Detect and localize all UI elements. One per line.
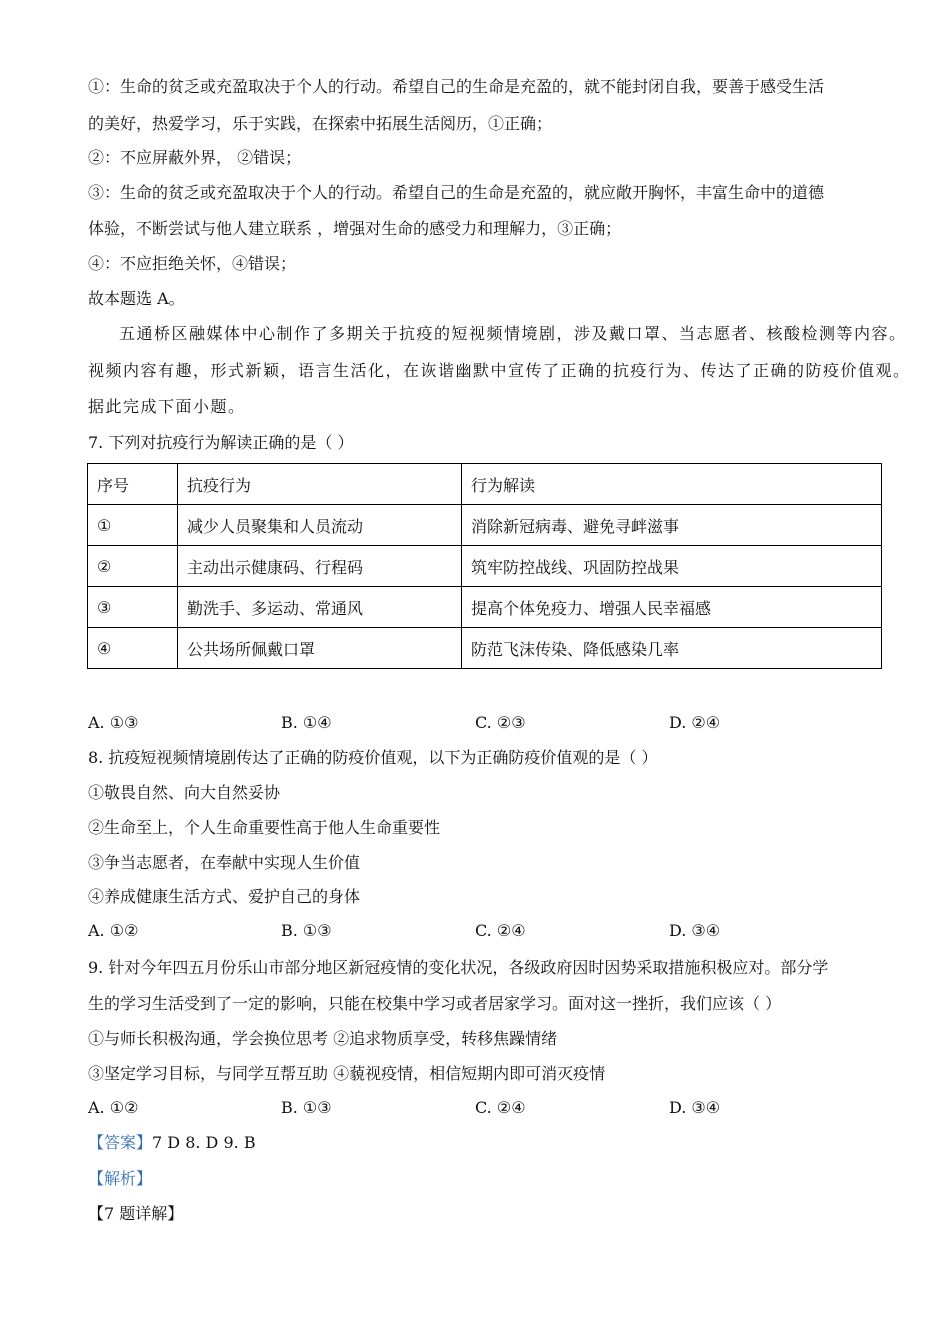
explanation-line: 体验，不断尝试与他人建立联系 ，增强对生命的感受力和理解力，③正确；	[88, 219, 622, 238]
option-c: C. ②④	[475, 921, 526, 940]
table-cell: 筑牢防控战线、巩固防控战果	[462, 546, 882, 587]
explanation-line: ③：生命的贫乏或充盈取决于个人的行动。希望自己的生命是充盈的，就应敞开胸怀，丰富生命中的道德	[88, 183, 825, 202]
table-cell: 消除新冠病毒、避免寻衅滋事	[462, 505, 882, 546]
q8-stem: 8. 抗疫短视频情境剧传达了正确的防疫价值观，以下为正确防疫价值观的是（ ）	[88, 748, 658, 767]
option-a: A. ①②	[88, 1098, 139, 1117]
table-row	[88, 587, 882, 628]
table-cell: 减少人员聚集和人员流动	[178, 505, 462, 546]
table-cell: 公共场所佩戴口罩	[178, 628, 462, 669]
table-row	[88, 628, 882, 669]
explanation-conclusion: 故本题选 A。	[88, 289, 185, 308]
explanation-line: 的美好，热爱学习，乐于实践，在探索中拓展生活阅历，①正确；	[88, 114, 553, 133]
answer-tag: 【答案】	[88, 1133, 153, 1152]
q9-stem-line: 9. 针对今年四五月份乐山市部分地区新冠疫情的变化状况，各级政府因时因势采取措施积极应对。部分学	[88, 958, 829, 977]
option-c: C. ②④	[475, 1098, 526, 1117]
table-cell: 防范飞沫传染、降低感染几率	[462, 628, 882, 669]
option-b: B. ①③	[281, 1098, 332, 1117]
option-a: A. ①③	[88, 713, 139, 732]
table-cell: ②	[88, 546, 178, 587]
explanation-line: ①：生命的贫乏或充盈取决于个人的行动。希望自己的生命是充盈的，就不能封闭自我，要善于感受生活	[88, 77, 825, 96]
table-header-cell: 行为解读	[462, 464, 882, 505]
q7-table	[87, 463, 882, 669]
table-header-row	[88, 464, 882, 505]
q9-item-line: ③坚定学习目标，与同学互帮互助 ④藐视疫情，相信短期内即可消灭疫情	[88, 1064, 606, 1083]
q8-item: ④养成健康生活方式、爱护自己的身体	[88, 887, 361, 906]
table-row	[88, 546, 882, 587]
option-b: B. ①③	[281, 921, 332, 940]
table-cell: 主动出示健康码、行程码	[178, 546, 462, 587]
table-cell: ①	[88, 505, 178, 546]
option-b: B. ①④	[281, 713, 332, 732]
table-cell: ③	[88, 587, 178, 628]
explanation-line: ④：不应拒绝关怀，④错误；	[88, 254, 297, 273]
option-d: D. ③④	[669, 1098, 721, 1117]
table-cell: 提高个体免疫力、增强人民幸福感	[462, 587, 882, 628]
explanation-line: ②：不应屏蔽外界， ②错误；	[88, 148, 302, 167]
detail-heading: 【7 题详解】	[88, 1204, 184, 1223]
q7-stem: 7. 下列对抗疫行为解读正确的是（ ）	[88, 433, 354, 452]
q9-item-line: ①与师长积极沟通，学会换位思考 ②追求物质享受，转移焦躁情绪	[88, 1029, 558, 1048]
option-d: D. ②④	[669, 713, 721, 732]
option-d: D. ③④	[669, 921, 721, 940]
option-a: A. ①②	[88, 921, 139, 940]
q8-item: ③争当志愿者，在奉献中实现人生价值	[88, 853, 361, 872]
material-line: 五通桥区融媒体中心制作了多期关于抗疫的短视频情境剧，涉及戴口罩、当志愿者、核酸检测等内容。	[119, 324, 907, 343]
q8-item: ①敬畏自然、向大自然妥协	[88, 783, 281, 802]
table-cell: 勤洗手、多运动、常通风	[178, 587, 462, 628]
q8-item: ②生命至上，个人生命重要性高于他人生命重要性	[88, 818, 441, 837]
table-header-cell: 序号	[88, 464, 178, 505]
analysis-tag: 【解析】	[88, 1169, 153, 1188]
q9-stem-line: 生的学习生活受到了一定的影响，只能在校集中学习或者居家学习。面对这一挫折，我们应该（ ）	[88, 994, 782, 1013]
material-line: 据此完成下面小题。	[88, 397, 246, 416]
table-header-cell: 抗疫行为	[178, 464, 462, 505]
material-line: 视频内容有趣，形式新颖，语言生活化，在诙谐幽默中宣传了正确的抗疫行为、传达了正确的防疫价值观。	[88, 361, 911, 380]
option-c: C. ②③	[475, 713, 526, 732]
table-row	[88, 505, 882, 546]
answer-line	[88, 1133, 256, 1153]
table-cell: ④	[88, 628, 178, 669]
answer-text: 7 D 8. D 9. B	[152, 1133, 256, 1152]
